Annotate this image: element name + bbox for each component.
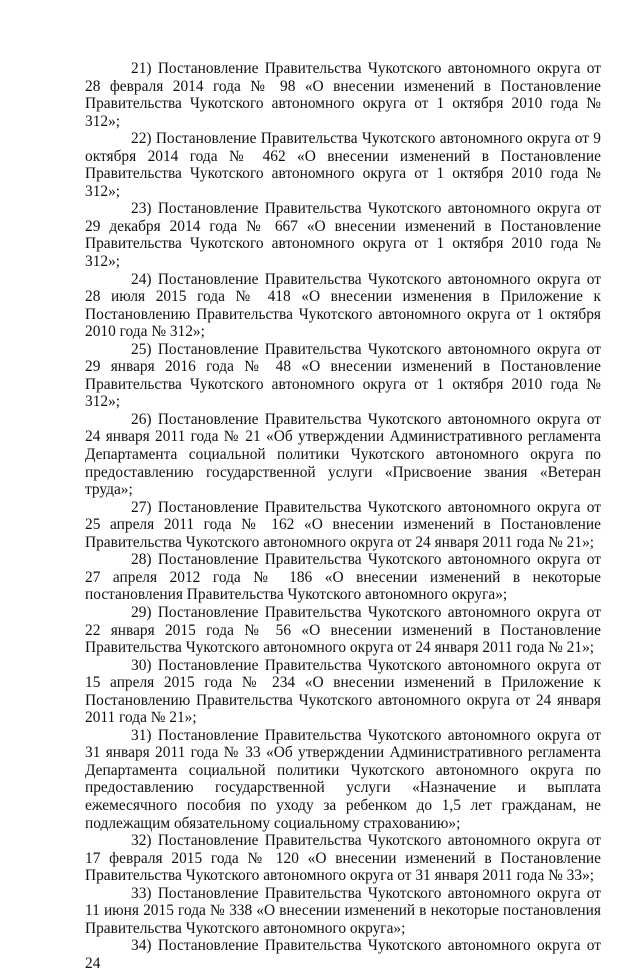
list-item-32: 32) Постановление Правительства Чукотского автономного округа от 17 февраля 2015 года № 120 «О внесении изменений в Постановление Правительства Чукотского автономного округа от 31 января 2011 года № 33»;	[85, 832, 601, 885]
list-item-30: 30) Постановление Правительства Чукотского автономного округа от 15 апреля 2015 года № 234 «О внесении изменений в Приложение к Постановлению Правительства Чукотского автономного округа от 24 января 2011 года № 21»;	[85, 656, 601, 727]
list-item-27: 27) Постановление Правительства Чукотского автономного округа от 25 апреля 2011 года № 162 «О внесении изменений в Постановление Правительства Чукотского автономного округа от 24 января 2011 года № 21»;	[85, 498, 601, 551]
list-item-29: 29) Постановление Правительства Чукотского автономного округа от 22 января 2015 года № 56 «О внесении изменений в Постановление Правительства Чукотского автономного округа от 24 января 2011 года № 21»;	[85, 603, 601, 657]
list-item-31: 31) Постановление Правительства Чукотского автономного округа от 31 января 2011 года № 33 «Об утверждении Административного регламента Департамента социальной политики Чукотского автономного округа по предоставлению государственной услуги «Назначение и выплата ежемесячного пособия по уходу за ребенком до 1,5 лет гражданам, не подлежащим обязательному социальному страхованию»;	[85, 726, 601, 832]
list-item-22: 22) Постановление Правительства Чукотского автономного округа от 9 октября 2014 года № 462 «О внесении изменений в Постановление Правительства Чукотского автономного округа от 1 октября 2010 года № 312»;	[85, 130, 601, 200]
list-item-21: 21) Постановление Правительства Чукотского автономного округа от 28 февраля 2014 года № 98 «О внесении изменений в Постановление Правительства Чукотского автономного округа от 1 октября 2010 года № 312»;	[85, 60, 601, 130]
list-item-24: 24) Постановление Правительства Чукотского автономного округа от 28 июля 2015 года № 418 «О внесении изменения в Приложение к Постановлению Правительства Чукотского автономного округа от 1 октября 2010 года № 312»;	[85, 270, 601, 341]
list-item-26: 26) Постановление Правительства Чукотского автономного округа от 24 января 2011 года № 21 «Об утверждении Административного регламента Департамента социальной политики Чукотского автономного округа по предоставлению государственной услуги «Присвоение звания «Ветеран труда»;	[85, 410, 601, 499]
list-item-28: 28) Постановление Правительства Чукотского автономного округа от 27 апреля 2012 года № 186 «О внесении изменений в некоторые постановления Правительства Чукотского автономного округа»;	[85, 551, 601, 604]
list-item-34: 34) Постановление Правительства Чукотского автономного округа от 24	[85, 937, 601, 972]
list-item-25: 25) Постановление Правительства Чукотского автономного округа от 29 января 2016 года № 48 «О внесении изменений в Постановление Правительства Чукотского автономного округа от 1 октября 2010 года № 312»;	[85, 340, 601, 411]
list-item-23: 23) Постановление Правительства Чукотского автономного округа от 29 декабря 2014 года № 667 «О внесении изменений в Постановление Правительства Чукотского автономного округа от 1 октября 2010 года № 312»;	[85, 200, 601, 271]
list-item-33: 33) Постановление Правительства Чукотского автономного округа от 11 июня 2015 года № 338 «О внесении изменений в некоторые постановления Правительства Чукотского автономного округа»;	[85, 884, 601, 937]
document-page	[85, 60, 601, 972]
